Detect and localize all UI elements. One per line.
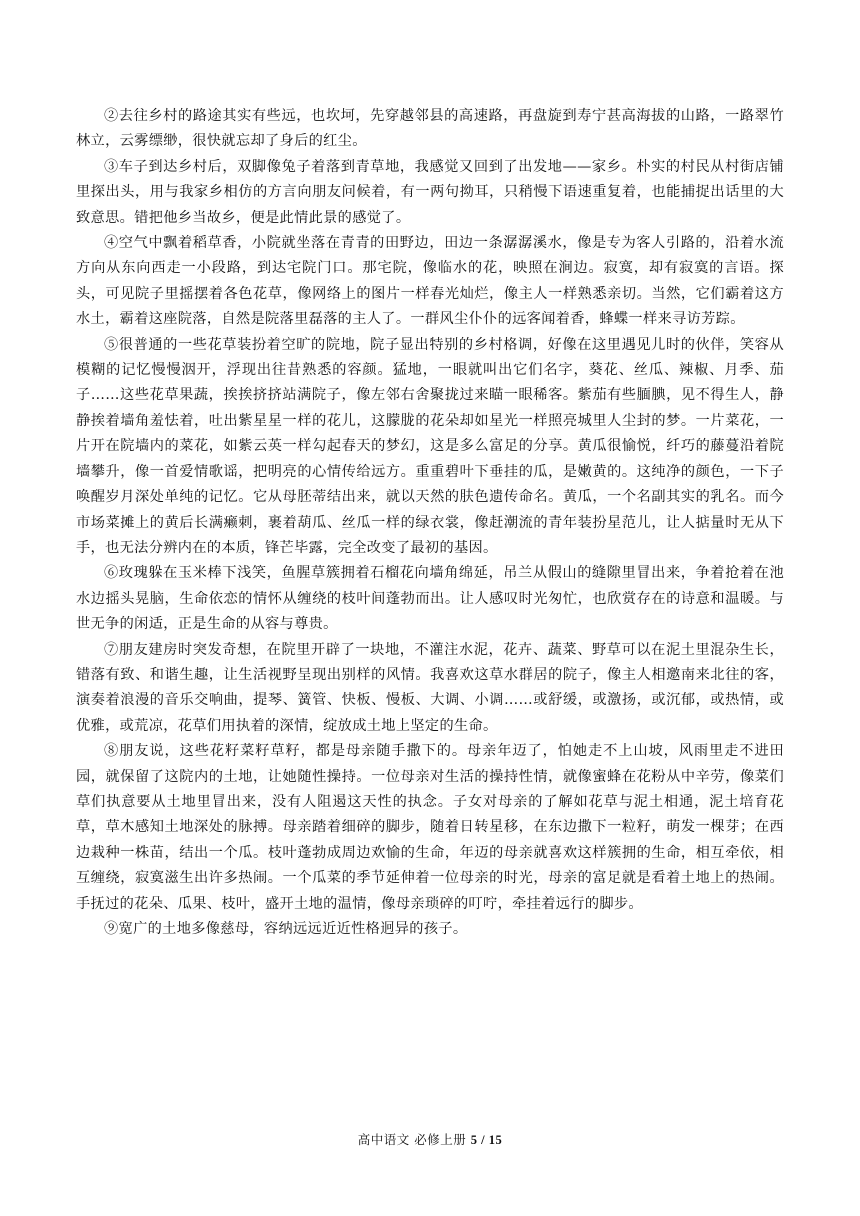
paragraph-4: ④空气中飘着稻草香，小院就坐落在青青的田野边，田边一条潺潺溪水，像是专为客人引路的，沿着水流方向从东向西走一小段路，到达宅院门口。那宅院，像临水的花，映照在涧边。寂寞，却有寂寞的言语。探头，可见院子里摇摆着各色花草，像网络上的图片一样春光灿烂，像主人一样熟悉亲切。当然，它们霸着这方水土，霸着这座院落，自然是院落里磊落的主人了。一群风尘仆仆的远客闻着香，蜂蝶一样来寻访芳踪。 [76,235,784,328]
paragraph-3: ③车子到达乡村后，双脚像兔子着落到青草地，我感觉又回到了出发地——家乡。朴实的村民从村街店铺里探出头，用与我家乡相仿的方言向朋友问候着，有一两句拗耳，只稍慢下语速重复着，也能捕捉出话里的大致意思。错把他乡当故乡，便是此情此景的感觉了。 [76,158,784,226]
document-body [76,104,784,942]
paragraph-8: ⑧朋友说，这些花籽菜籽草籽，都是母亲随手撒下的。母亲年迈了，怕她走不上山坡，风雨里走不进田园，就保留了这院内的土地，让她随性操持。一位母亲对生活的操持性情，就像蜜蜂在花粉从中辛劳，像菜们草们执意要从土地里冒出来，没有人阻遏这天性的执念。子女对母亲的了解如花草与泥土相通，泥土培育花草，草木感知土地深处的脉搏。母亲踏着细碎的脚步，随着日转星移，在东边撒下一粒籽，萌发一棵芽；在西边栽种一株苗，结出一个瓜。枝叶蓬勃成周边欢愉的生命，年迈的母亲就喜欢这样簇拥的生命，相互牵依，相互缠绕，寂寞滋生出许多热闹。一个瓜菜的季节延伸着一位母亲的时光，母亲的富足就是看着土地上的热闹。手抚过的花朵、瓜果、枝叶，盛开土地的温情，像母亲琐碎的叮咛，牵挂着远行的脚步。 [76,743,784,912]
paragraph-9: ⑨宽广的土地多像慈母，容纳远远近近性格迥异的孩子。 [104,921,468,937]
paragraph-5: ⑤很普通的一些花草装扮着空旷的院地，院子显出特别的乡村格调，好像在这里遇见儿时的伙伴，笑容从模糊的记忆慢慢洇开，浮现出往昔熟悉的容颜。猛地，一眼就叫出它们名字，葵花、丝瓜、辣椒、月季、茄子……这些花草果蔬，挨挨挤挤站满院子，像左邻右舍聚拢过来瞄一眼稀客。紫茄有些腼腆，见不得生人，静静挨着墙角羞怯着，吐出紫星星一样的花儿，这朦胧的花朵却如星光一样照亮城里人尘封的梦。一片菜花，一片开在院墙内的菜花，如紫云英一样勾起春天的梦幻，这是多么富足的分享。黄瓜很愉悦，纤巧的藤蔓沿着院墙攀升，像一首爱情歌谣，把明亮的心情传给远方。重重碧叶下垂挂的瓜，是嫩黄的。这纯净的颜色，一下子唤醒岁月深处单纯的记忆。它从母胚蒂结出来，就以天然的肤色遗传命名。黄瓜，一个名副其实的乳名。而今市场菜摊上的黄后长满癞刺，裹着葫瓜、丝瓜一样的绿衣裳，像赶潮流的青年装扮星范儿，让人掂量时无从下手，也无法分辨内在的本质，锋芒毕露，完全改变了最初的基因。 [76,336,784,556]
paragraph-7: ⑦朋友建房时突发奇想，在院里开辟了一块地，不灌注水泥，花卉、蔬菜、野草可以在泥土里混杂生长，错落有致、和谐生趣，让生活视野呈现出别样的风情。我喜欢这草水群居的院子，像主人相邀南来北往的客，演奏着浪漫的音乐交响曲，提琴、簧管、快板、慢板、大调、小调……或舒缓，或激扬，或沉郁，或热情，或优雅，或荒凉，花草们用执着的深情，绽放成土地上坚定的生命。 [76,641,784,734]
paragraph-6: ⑥玫瑰躲在玉米棒下浅笑，鱼腥草簇拥着石榴花向墙角绵延，吊兰从假山的缝隙里冒出来，争着抢着在池水边摇头晃脑，生命依恋的情怀从缠绕的枝叶间蓬勃而出。让人感叹时光匆忙，也欣赏存在的诗意和温暖。与世无争的闲适，正是生命的从容与尊贵。 [76,565,784,633]
paragraph-2: ②去往乡村的路途其实有些远，也坎坷，先穿越邻县的高速路，再盘旋到寿宁甚高海拔的山路，一路翠竹林立，云雾缥缈，很快就忘却了身后的红尘。 [76,108,784,150]
page-number: 5 / 15 [470,1133,503,1147]
page-footer [0,1130,860,1148]
footer-label: 高中语文 必修上册 [357,1132,471,1147]
